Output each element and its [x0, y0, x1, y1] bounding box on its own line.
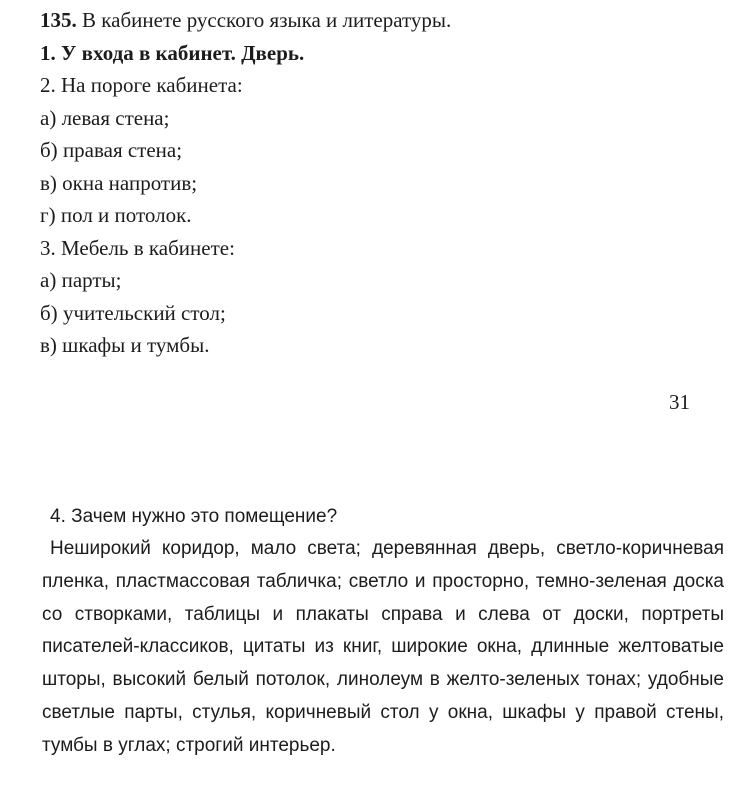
plan-item-prefix: 1. — [40, 40, 56, 65]
plan-item — [40, 102, 690, 135]
plan-item — [40, 37, 690, 70]
question-heading: 4. Зачем нужно это помещение? — [50, 506, 338, 527]
answer-paragraph: Неширокий коридор, мало света; деревянная дверь, светло-коричневая пленка, пластмассовая табличка; светло и просторно, темно-зеленая доска со створками, таблицы и плакаты справа и слева от доски, портреты писателей-классиков, цитаты из книг, широкие окна, длинные желтоватые шторы, высокий белый потолок, линолеум в желто-зеленых тонах; удобные светлые парты, стулья, коричневый стол у окна, шкафы у правой стены, тумбы в углах; строгий интерьер. — [42, 538, 724, 756]
plan-item — [40, 199, 690, 232]
page-number: 31 — [669, 390, 690, 414]
plan-item — [40, 232, 690, 265]
exercise-block — [40, 4, 690, 362]
plan-item — [40, 134, 690, 167]
plan-item-prefix: в) — [40, 333, 57, 357]
plan-item — [40, 329, 690, 362]
plan-item-text: окна напротив; — [62, 170, 198, 195]
plan-item-prefix: б) — [40, 138, 58, 162]
plan-item-text: Мебель в кабинете: — [61, 235, 235, 260]
plan-item-prefix: б) — [40, 300, 58, 325]
exercise-number: 135. — [40, 8, 77, 32]
plan-item — [40, 167, 690, 200]
plan-item-text: парты; — [61, 268, 122, 292]
plan-item — [40, 297, 690, 330]
plan-item-text: правая стена; — [62, 138, 183, 162]
exercise-title: В кабинете русского языка и литературы. — [82, 8, 452, 32]
plan-item-text: На пороге кабинета: — [61, 73, 243, 97]
plan-item — [40, 264, 690, 297]
plan-item — [40, 69, 690, 102]
plan-item-prefix: г) — [40, 203, 56, 227]
answer-block — [42, 501, 724, 763]
plan-item-prefix: а) — [40, 268, 57, 292]
plan-item-prefix: 2. — [40, 73, 56, 97]
plan-item-text: пол и потолок. — [60, 203, 192, 227]
plan-item-prefix: 3. — [40, 235, 56, 260]
plan-item-text: учительский стол; — [62, 300, 226, 325]
plan-item-prefix: в) — [40, 170, 57, 195]
plan-item-text: шкафы и тумбы. — [62, 333, 210, 357]
plan-item-text: левая стена; — [61, 105, 170, 130]
exercise-heading — [40, 4, 690, 37]
plan-item-prefix: а) — [40, 105, 57, 130]
plan-item-text: У входа в кабинет. Дверь. — [61, 40, 305, 65]
